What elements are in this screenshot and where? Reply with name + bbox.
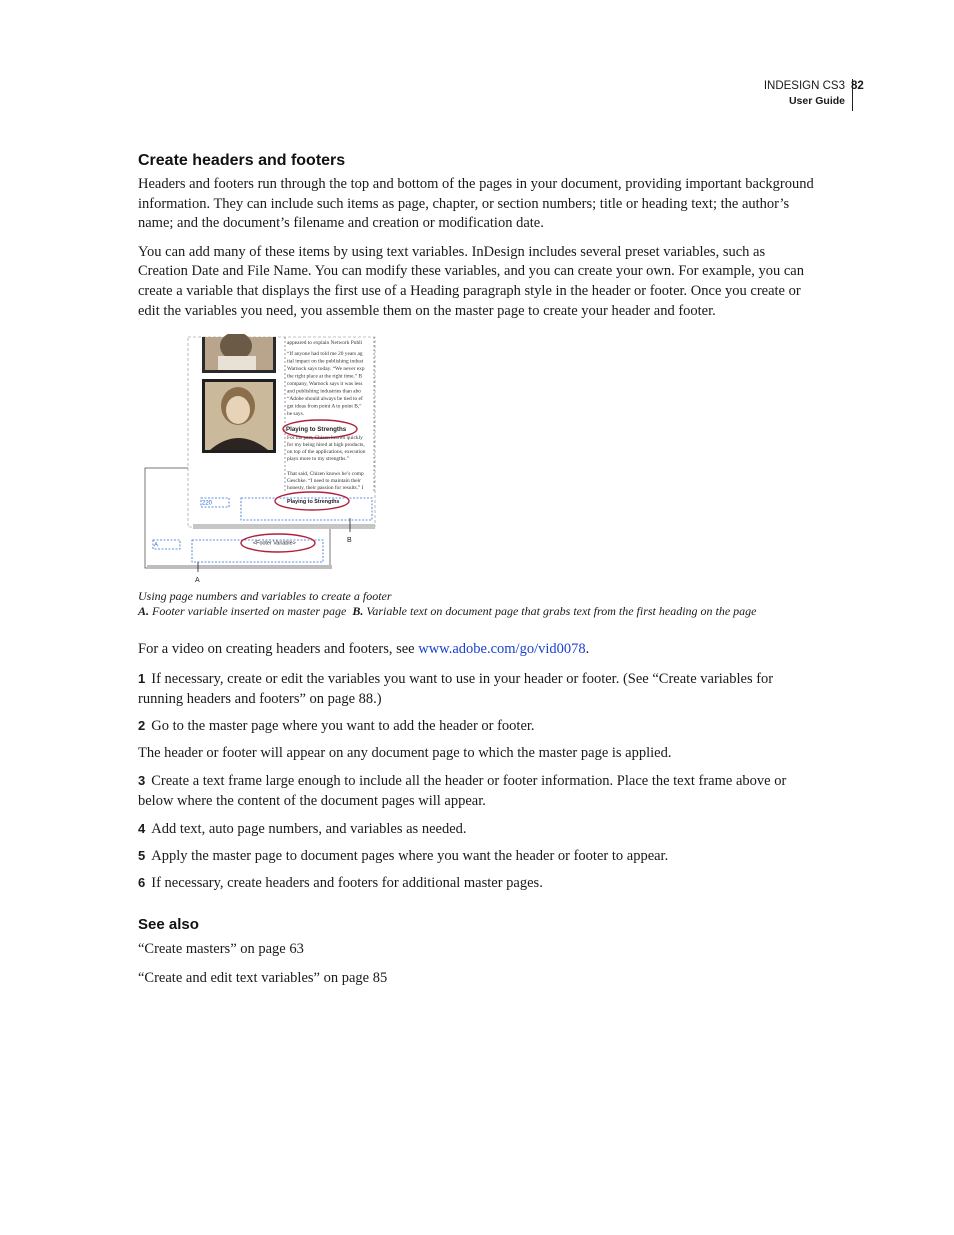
intro-paragraph-2: You can add many of these items by using text variables. InDesign includes several preset variables, such as Creation Date and File Name. You can modify these variables, and you can create your own. For example, you can create a variable that displays the first use of a Heading paragraph style in the header or footer. Once you create or edit the variables you need, you assemble them on the master page to create your header and footer.: [138, 243, 804, 319]
body-line: Geschke. “I need to maintain their: [287, 478, 361, 484]
step-number: 2: [138, 718, 146, 734]
see-also-link[interactable]: “Create masters” on page 63: [138, 941, 304, 957]
body-line: That said, Chizen knows he’s comp: [287, 471, 364, 477]
body-line: and publishing industries than abo: [287, 388, 361, 395]
body-line: For his part, Chizen knows quickly: [287, 435, 363, 441]
body-line: Warnock says today. “We never exp: [287, 366, 365, 372]
step-text: If necessary, create headers and footers for additional master pages.: [151, 874, 543, 891]
caption-a-label: A.: [138, 603, 150, 618]
figure-illustration: [138, 334, 388, 586]
caption-legend: [138, 604, 818, 619]
running-head: [764, 79, 847, 109]
body-line: honesty, their passion for results.” I: [287, 485, 364, 491]
master-page-shadow: [147, 565, 332, 569]
step-1: [138, 669, 818, 709]
step-text: Go to the master page where you want to add the header or footer.: [151, 718, 535, 735]
video-prefix: For a video on creating headers and footers, see: [138, 641, 419, 657]
video-line: [138, 640, 818, 660]
body-line: appeared to explain Network Publi: [287, 340, 363, 346]
step-note: The header or footer will appear on any document page to which the master page is applied.: [138, 744, 672, 761]
caption-b-text: Variable text on document page that grabs text from the first heading on the page: [366, 603, 757, 618]
section-title: Create headers and footers: [138, 152, 346, 169]
body-line: for my being hired at high products,: [287, 442, 365, 448]
page-heading: Playing to Strengths: [286, 426, 347, 433]
doc-page-number: 220: [202, 500, 213, 507]
step-number: 6: [138, 874, 146, 890]
step-text: If necessary, create or edit the variables you want to use in your header or footer. (See “Create variables for running headers and footers” on page 88.): [138, 671, 774, 707]
see-also-title: See also: [138, 916, 199, 933]
caption-title: Using page numbers and variables to create a footer: [138, 589, 392, 603]
step-number: 3: [138, 773, 146, 789]
photo-bottom-face: [226, 396, 250, 424]
caption-b-label: B.: [352, 603, 364, 618]
step-text: Create a text frame large enough to include all the header or footer information. Place the text frame above or below where the content of the document pages will appear.: [138, 773, 787, 809]
step-3: [138, 771, 818, 811]
body-line: he says.: [287, 411, 305, 417]
step-text: Apply the master page to document pages where you want the header or footer to appear.: [151, 848, 669, 865]
body-line: on top of the applications, execution: [287, 449, 366, 455]
step-5: [138, 846, 818, 867]
body-text-top: [287, 340, 365, 417]
step-6: [138, 873, 818, 894]
callout-a: A: [195, 577, 200, 584]
intro-paragraph-1: Headers and footers run through the top and bottom of the pages in your document, providing important background information. They can include such items as page, chapter, or section numbers; title or heading text; the author’s name; and the document’s filename and creation or modification date.: [138, 176, 814, 232]
video-suffix: .: [585, 641, 590, 657]
step-number: 4: [138, 820, 146, 836]
caption-a-text: Footer variable inserted on master page: [152, 603, 347, 618]
body-line: “Adobe should always be tied to ef: [287, 396, 363, 402]
doc-footer-variable-text: Playing to Strengths: [287, 499, 340, 505]
video-link[interactable]: www.adobe.com/go/vid0078: [418, 641, 586, 657]
photo-top-shirt: [218, 356, 256, 370]
see-also-link[interactable]: “Create and edit text variables” on page 85: [138, 969, 388, 986]
body-line: the right place at the right time.” B: [287, 373, 363, 380]
body-line: tial impact on the publishing indust: [287, 358, 364, 365]
step-number: 5: [138, 848, 146, 864]
body-line: get ideas from point A to point B,”: [287, 403, 362, 410]
body-line: “If anyone had told me 20 years ag: [287, 351, 363, 357]
steps-list: [138, 669, 818, 893]
step-text: Add text, auto page numbers, and variables as needed.: [151, 820, 467, 837]
guide-name: User Guide: [788, 95, 845, 107]
master-footer-variable: <Footer Variable>: [253, 540, 296, 547]
page-number: 82: [851, 80, 864, 92]
document-page-shadow: [193, 524, 375, 529]
see-also: [138, 915, 818, 988]
step-4: [138, 819, 818, 840]
section-intro: [138, 151, 818, 321]
callout-b: B: [347, 537, 352, 544]
footer-figure: [138, 334, 388, 586]
master-page-marker: A: [154, 542, 159, 549]
figure-caption: [138, 589, 818, 618]
body-line: plays more to my strengths.”: [287, 456, 350, 462]
product-name: INDESIGN CS3: [763, 80, 845, 92]
body-line: company, Warnock says it was less: [287, 381, 363, 387]
step-number: 1: [138, 671, 146, 686]
step-2: [138, 716, 818, 737]
